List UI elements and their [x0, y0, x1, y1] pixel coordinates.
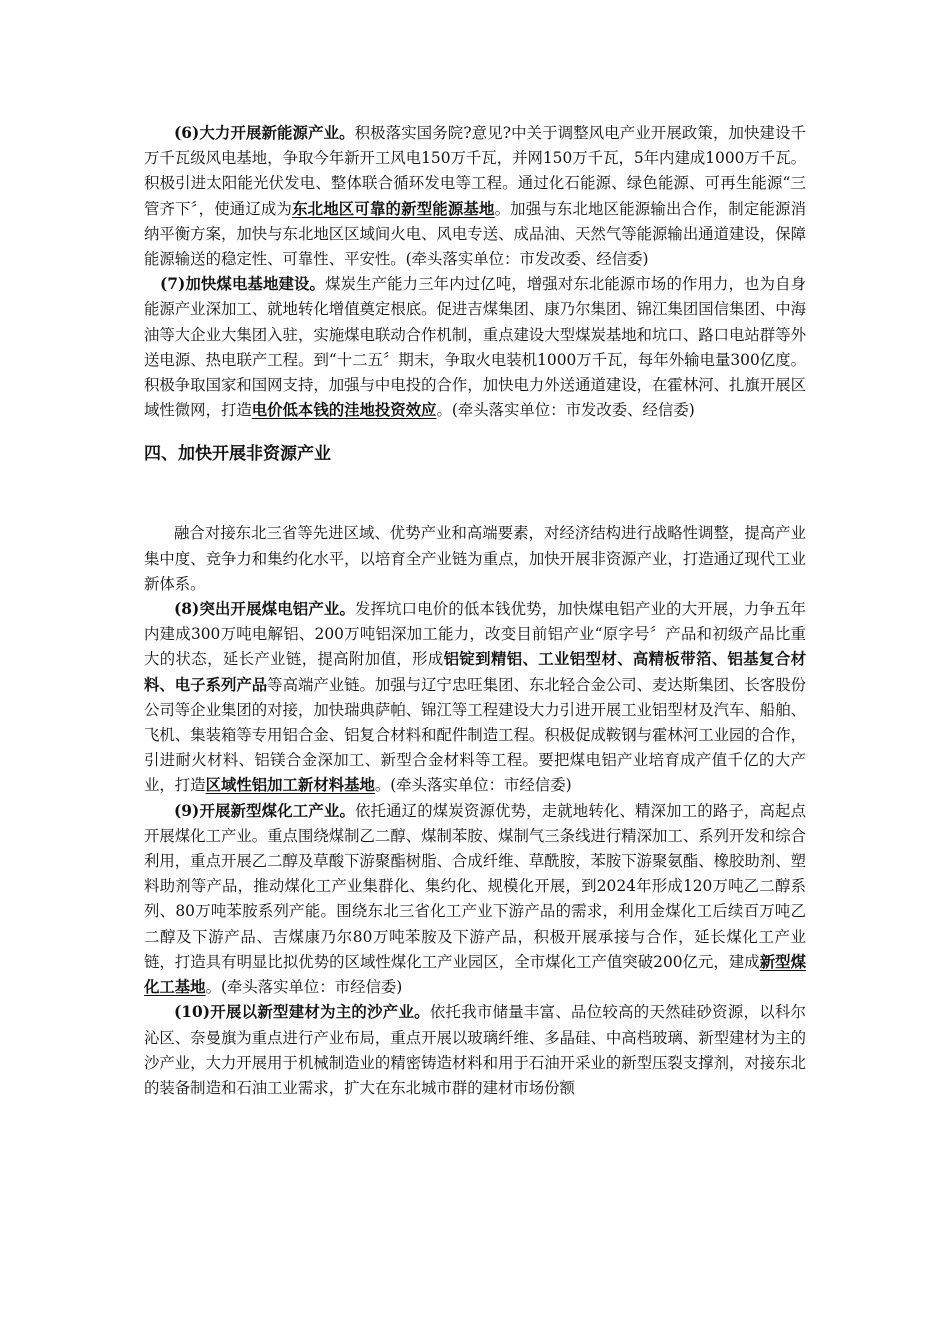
spacer [144, 467, 806, 521]
paragraph-9-underlined: 新型煤化工基地 [144, 952, 806, 997]
paragraph-6-underlined: 东北地区可靠的新型能源基地 [292, 199, 495, 218]
document-page [144, 121, 806, 1101]
paragraph-8-underlined: 区域性铝加工新材料基地 [205, 776, 375, 795]
paragraph-7-text-2: 。(牵头落实单位：市发改委、经信委) [436, 401, 695, 420]
paragraph-7-text-1: 煤炭生产能力三年内过亿吨，增强对东北能源市场的作用力，也为自身能源产业深加工、就地转化增值奠定根底。促进吉煤集团、康乃尔集团、锦江集团国信集团、中海油等大企业大集团入驻，实施煤电联动合作机制，重点建设大型煤炭基地和坑口、路口电站群等外送电源、热电联产工程。到“十二五〞期末，争取火电装机1000万千瓦，每年外输电量300亿度。积极争取国家和国网支持，加强与中电投的合作，加快电力外送通道建设，在霍林河、扎旗开展区域性微网，打造 [144, 275, 806, 420]
paragraph-6 [144, 121, 806, 272]
section-heading: 四、加快开展非资源产业 [144, 444, 331, 465]
paragraph-8-text-1: 发挥坑口电价的低本钱优势，加快煤电铝产业的大开展，力争五年内建成300万吨电解铝、200万吨铝深加工能力，改变目前铝产业“原字号〞产品和初级产品比重大的状态，延长产业链，提高附加值，形成 [144, 600, 806, 669]
paragraph-10 [144, 1000, 806, 1101]
paragraph-7-underlined: 电价低本钱的洼地投资效应 [251, 401, 437, 420]
paragraph-7-title: (7)加快煤电基地建设。 [160, 275, 326, 294]
paragraph-8-title: (8)突出开展煤电铝产业。 [174, 600, 356, 619]
paragraph-9 [144, 799, 806, 1001]
paragraph-8 [144, 597, 806, 799]
paragraph-10-title: (10)开展以新型建材为主的沙产业。 [174, 1003, 430, 1022]
paragraph-9-text-2: 。(牵头落实单位：市经信委) [205, 978, 403, 997]
paragraph-9-text-1: 依托通辽的煤炭资源优势，走就地转化、精深加工的路子，高起点开展煤化工产业。重点围绕煤制乙二醇、煤制苯胺、煤制气三条线进行精深加工、系列开发和综合利用，重点开展乙二醇及草酸下游聚酯树脂、合成纤维、草酰胺，苯胺下游聚氨酯、橡胶助剂、塑料助剂等产品，推动煤化工产业集群化、集约化、规模化开展，到2024年形成120万吨乙二醇系列、80万吨苯胺系列产能。围绕东北三省化工产业下游产品的需求，利用金煤化工后续百万吨乙二醇及下游产品、吉煤康乃尔80万吨苯胺及下游产品，积极开展承接与合作，延长煤化工产业链，打造具有明显比拟优势的区域性煤化工产业园区，全市煤化工产值突破200亿元，建成 [144, 801, 806, 971]
intro-paragraph: 融合对接东北三省等先进区域、优势产业和高端要素，对经济结构进行战略性调整，提高产业集中度、竞争力和集约化水平，以培育全产业链为重点，加快开展非资源产业，打造通辽现代工业新体系。 [144, 524, 806, 593]
paragraph-9-title: (9)开展新型煤化工产业。 [174, 801, 356, 820]
paragraph-10-text-1: 依托我市储量丰富、品位较高的天然硅砂资源，以科尔沁区、奈曼旗为重点进行产业布局，重点开展以玻璃纤维、多晶硅、中高档玻璃、新型建材为主的沙产业，大力开展用于机械制造业的精密铸造材料和用于石油开采业的新型压裂支撑剂，对接东北的装备制造和石油工业需求，扩大在东北城市群的建材市场份额 [144, 1003, 806, 1097]
paragraph-8-bold: 铝锭到精铝、工业铝型材、高精板带箔、铝基复合材料、电子系列产品 [144, 650, 806, 694]
paragraph-6-text-1: 积极落实国务院?意见?中关于调整风电产业开展政策，加快建设千万千瓦级风电基地，争取今年新开工风电150万千瓦，并网150万千瓦，5年内建成1000万千瓦。积极引进太阳能光伏发电、整体联合循环发电等工程。通过化石能源、绿色能源、可再生能源“三管齐下〞，使通辽成为 [144, 124, 806, 218]
paragraph-6-title: (6)大力开展新能源产业。 [174, 124, 355, 142]
paragraph-8-text-2: 等高端产业链。加强与辽宁忠旺集团、东北轻合金公司、麦达斯集团、长客股份公司等企业集团的对接，加快瑞典萨帕、锦江等工程建设大力引进开展工业铝型材及汽车、船舶、飞机、集装箱等专用铝合金、铝复合材料和配件制造工程。积极促成鞍钢与霍林河工业园的合作，引进耐火材料、铝镁合金深加工、新型合金材料等工程。要把煤电铝产业培育成产值千亿的大产业，打造 [144, 675, 806, 795]
paragraph-6-text-2: 。加强与东北地区能源输出合作，制定能源消纳平衡方案，加快与东北地区区域间火电、风电专送、成品油、天然气等能源输出通道建设，保障能源输送的稳定性、可靠性、平安性。(牵头落实单位：市发改委、经信委) [144, 199, 806, 269]
paragraph-7 [144, 272, 806, 423]
paragraph-8-text-3: 。(牵头落实单位：市经信委) [374, 776, 572, 795]
